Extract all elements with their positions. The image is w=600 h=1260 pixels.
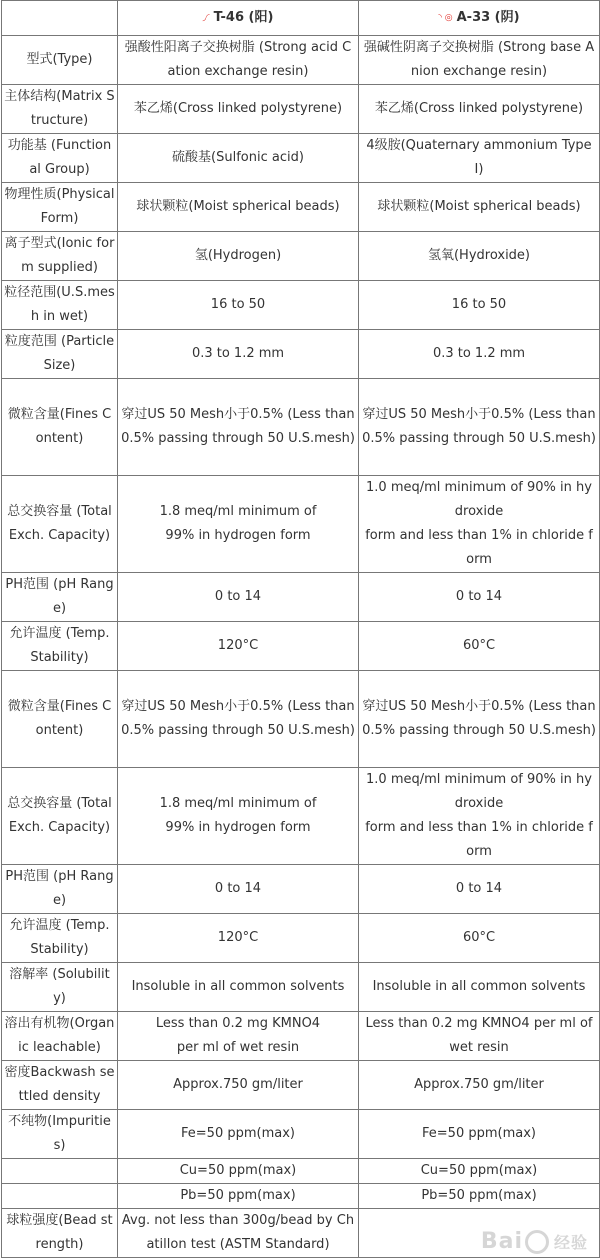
cation-value-cell — [118, 622, 359, 671]
property-label-cell — [2, 671, 118, 768]
table-row — [2, 379, 600, 476]
anion-value-cell — [359, 281, 600, 330]
label-text: PH范围 (pH Range) — [5, 577, 114, 616]
cation-value-cell — [118, 1061, 359, 1110]
anion-value-cell — [359, 914, 600, 963]
baidu-watermark: Bai 经验 — [480, 1229, 588, 1254]
anion-value-cell — [359, 1159, 600, 1184]
cation-text: Cu=50 ppm(max) — [179, 1163, 297, 1178]
table-row — [2, 768, 600, 865]
anion-value-cell — [359, 1110, 600, 1159]
cation-text: 球状颗粒(Moist spherical beads) — [136, 199, 340, 214]
label-text: 微粒含量(Fines Content) — [7, 699, 112, 738]
table-row — [2, 134, 600, 183]
table-row — [2, 281, 600, 330]
label-text: 微粒含量(Fines Content) — [7, 407, 112, 446]
red-mark-icon: ◝ ◎ — [438, 13, 453, 23]
property-label-cell — [2, 330, 118, 379]
cation-value-cell — [118, 232, 359, 281]
property-label-cell — [2, 622, 118, 671]
table-row — [2, 232, 600, 281]
cation-value-cell — [118, 330, 359, 379]
table-row — [2, 671, 600, 768]
anion-text: 4级胺(Quaternary ammonium Type I) — [366, 138, 592, 177]
anion-text: Less than 0.2 mg KMNO4 per ml of wet resin — [365, 1016, 593, 1055]
cation-text: Less than 0.2 mg KMNO4 per ml of wet resin — [155, 1016, 321, 1055]
cation-text: 120°C — [217, 638, 259, 653]
property-label-cell — [2, 1209, 118, 1258]
anion-text: 苯乙烯(Cross linked polystyrene) — [374, 101, 584, 116]
table-row — [2, 330, 600, 379]
cation-value-cell — [118, 281, 359, 330]
table-row — [2, 865, 600, 914]
header-cation: ◞◜ T-46 (阳) — [118, 1, 359, 36]
table-row — [2, 914, 600, 963]
label-text: 溶解率 (Solubility) — [9, 967, 110, 1006]
property-label-cell — [2, 1110, 118, 1159]
anion-value-cell — [359, 671, 600, 768]
property-label-cell — [2, 865, 118, 914]
table-row — [2, 963, 600, 1012]
label-text: 不纯物(Impurities) — [8, 1114, 111, 1153]
cation-text: Avg. not less than 300g/bead by Chatillon test (ASTM Standard) — [121, 1213, 355, 1252]
property-label-cell — [2, 1184, 118, 1209]
anion-value-cell — [359, 573, 600, 622]
property-label-cell — [2, 1061, 118, 1110]
anion-text: 穿过US 50 Mesh小于0.5% (Less than 0.5% passing through 50 U.S.mesh) — [362, 407, 596, 446]
cation-text: Fe=50 ppm(max) — [181, 1126, 295, 1141]
property-label-cell — [2, 573, 118, 622]
property-label-cell — [2, 963, 118, 1012]
property-label-cell — [2, 134, 118, 183]
anion-value-cell — [359, 36, 600, 85]
table-row — [2, 183, 600, 232]
cation-text: 氢(Hydrogen) — [194, 248, 282, 263]
cation-text: 穿过US 50 Mesh小于0.5% (Less than 0.5% passing through 50 U.S.mesh) — [121, 407, 355, 446]
cation-text: Insoluble in all common solvents — [131, 979, 345, 994]
property-label-cell — [2, 379, 118, 476]
anion-value-cell — [359, 85, 600, 134]
property-label-cell — [2, 476, 118, 573]
property-label-cell — [2, 768, 118, 865]
cation-value-cell — [118, 768, 359, 865]
anion-value-cell — [359, 476, 600, 573]
label-text: 总交换容量 (Total Exch. Capacity) — [7, 796, 112, 835]
header-anion: ◝ ◎ A-33 (阴) — [359, 1, 600, 36]
cation-text: 0.3 to 1.2 mm — [191, 346, 285, 361]
label-text: 物理性质(Physical Form) — [4, 187, 115, 226]
label-text: 功能基 (Functional Group) — [7, 138, 112, 177]
paw-icon — [525, 1230, 549, 1254]
property-label-cell — [2, 1159, 118, 1184]
anion-value-cell — [359, 330, 600, 379]
cation-value-cell — [118, 1012, 359, 1061]
cation-value-cell — [118, 573, 359, 622]
cation-text: 1.8 meq/ml minimum of 99% in hydrogen form — [159, 504, 317, 543]
cation-value-cell — [118, 1209, 359, 1258]
table-row — [2, 1110, 600, 1159]
cation-value-cell — [118, 36, 359, 85]
table-row — [2, 1184, 600, 1209]
cation-value-cell — [118, 476, 359, 573]
anion-value-cell — [359, 232, 600, 281]
anion-text: 强碱性阴离子交换树脂 (Strong base Anion exchange resin) — [363, 40, 595, 79]
property-label-cell — [2, 85, 118, 134]
anion-value-cell — [359, 379, 600, 476]
cation-value-cell — [118, 1110, 359, 1159]
table-row — [2, 573, 600, 622]
cation-text: 1.8 meq/ml minimum of 99% in hydrogen form — [159, 796, 317, 835]
anion-text: Pb=50 ppm(max) — [421, 1188, 537, 1203]
label-text: 总交换容量 (Total Exch. Capacity) — [7, 504, 112, 543]
anion-value-cell — [359, 622, 600, 671]
label-text: 密度Backwash settled density — [4, 1065, 115, 1104]
property-label-cell — [2, 281, 118, 330]
cation-text: 硫酸基(Sulfonic acid) — [172, 150, 304, 165]
cation-value-cell — [118, 183, 359, 232]
anion-text: 1.0 meq/ml minimum of 90% in hydroxide form and less than 1% in chloride form — [365, 480, 593, 567]
cation-value-cell — [118, 1184, 359, 1209]
table-row — [2, 622, 600, 671]
cation-text: 0 to 14 — [214, 881, 262, 896]
cation-value-cell — [118, 134, 359, 183]
table-row — [2, 1012, 600, 1061]
resin-spec-table — [1, 0, 600, 1258]
anion-value-cell — [359, 1061, 600, 1110]
cation-text: 0 to 14 — [214, 589, 262, 604]
table-row — [2, 476, 600, 573]
label-text: 离子型式(Ionic form supplied) — [4, 236, 115, 275]
anion-text: 16 to 50 — [451, 297, 507, 312]
table-header-row — [2, 1, 600, 36]
label-text: 球粒强度(Bead strength) — [6, 1213, 113, 1252]
label-text: 粒径范围(U.S.mesh in wet) — [4, 285, 115, 324]
cation-text: 强酸性阳离子交换树脂 (Strong acid Cation exchange resin) — [124, 40, 352, 79]
label-text: 允许温度 (Temp. Stability) — [9, 918, 110, 957]
anion-text: Cu=50 ppm(max) — [420, 1163, 538, 1178]
anion-value-cell — [359, 1012, 600, 1061]
anion-text: 60°C — [462, 638, 496, 653]
anion-value-cell — [359, 134, 600, 183]
property-label-cell — [2, 914, 118, 963]
cation-value-cell — [118, 85, 359, 134]
property-label-cell — [2, 232, 118, 281]
cation-text: 苯乙烯(Cross linked polystyrene) — [133, 101, 343, 116]
anion-text: 0 to 14 — [455, 589, 503, 604]
anion-text: 1.0 meq/ml minimum of 90% in hydroxide form and less than 1% in chloride form — [365, 772, 593, 859]
property-label-cell — [2, 183, 118, 232]
anion-value-cell — [359, 183, 600, 232]
anion-text: 60°C — [462, 930, 496, 945]
cation-text: Pb=50 ppm(max) — [180, 1188, 296, 1203]
label-text: PH范围 (pH Range) — [5, 869, 114, 908]
table-row — [2, 85, 600, 134]
cation-value-cell — [118, 963, 359, 1012]
cation-text: Approx.750 gm/liter — [173, 1077, 303, 1092]
anion-text: 氢氧(Hydroxide) — [427, 248, 531, 263]
cation-text: 穿过US 50 Mesh小于0.5% (Less than 0.5% passing through 50 U.S.mesh) — [121, 699, 355, 738]
property-label-cell — [2, 1012, 118, 1061]
anion-text: Fe=50 ppm(max) — [422, 1126, 536, 1141]
anion-value-cell — [359, 963, 600, 1012]
cation-value-cell — [118, 379, 359, 476]
anion-value-cell — [359, 1184, 600, 1209]
label-text: 允许温度 (Temp. Stability) — [9, 626, 110, 665]
anion-text: 0.3 to 1.2 mm — [432, 346, 526, 361]
red-mark-icon: ◞◜ — [202, 13, 210, 23]
cation-value-cell — [118, 1159, 359, 1184]
table-row — [2, 36, 600, 85]
header-empty-cell — [2, 1, 118, 36]
label-text: 型式(Type) — [26, 52, 93, 67]
label-text: 粒度范围 (Particle Size) — [4, 334, 115, 373]
cation-text: 120°C — [217, 930, 259, 945]
label-text: 主体结构(Matrix Structure) — [4, 89, 115, 128]
label-text: 溶出有机物(Organic leachable) — [4, 1016, 115, 1055]
anion-value-cell — [359, 865, 600, 914]
table-row — [2, 1061, 600, 1110]
cation-value-cell — [118, 865, 359, 914]
table-row — [2, 1159, 600, 1184]
anion-text: 0 to 14 — [455, 881, 503, 896]
anion-text: 穿过US 50 Mesh小于0.5% (Less than 0.5% passing through 50 U.S.mesh) — [362, 699, 596, 738]
cation-text: 16 to 50 — [210, 297, 266, 312]
anion-text: 球状颗粒(Moist spherical beads) — [377, 199, 581, 214]
cation-value-cell — [118, 914, 359, 963]
cation-value-cell — [118, 671, 359, 768]
anion-value-cell — [359, 768, 600, 865]
property-label-cell — [2, 36, 118, 85]
anion-text: Insoluble in all common solvents — [372, 979, 586, 994]
anion-text: Approx.750 gm/liter — [414, 1077, 544, 1092]
